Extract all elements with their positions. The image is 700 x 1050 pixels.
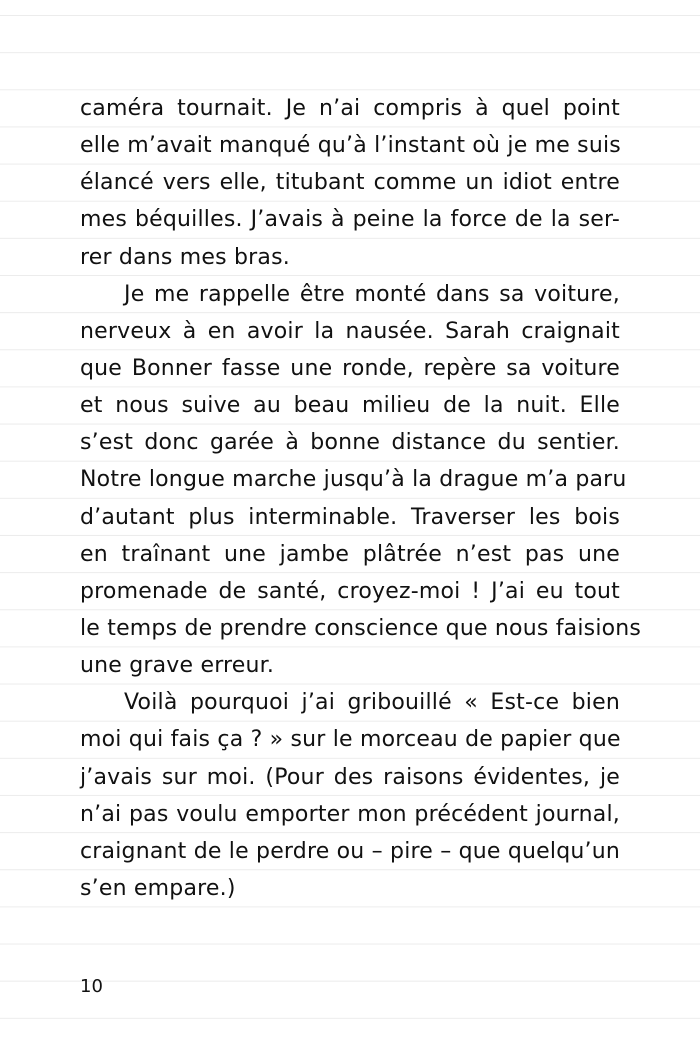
paragraph	[80, 684, 620, 907]
paragraph	[80, 276, 642, 685]
text-line: Je me rappelle être monté dans sa voiture,	[124, 281, 620, 307]
text-line: rer dans mes bras.	[80, 244, 290, 270]
text-line: caméra tournait. Je n’ai compris à quel point	[80, 96, 620, 121]
paragraph	[80, 90, 620, 276]
text-line: élancé vers elle, titubant comme un idiot entre	[80, 170, 620, 196]
text-line: s’en empare.)	[80, 875, 236, 901]
text-line: une grave erreur.	[80, 653, 275, 679]
text-line: nerveux à en avoir la nausée. Sarah craignait	[80, 318, 620, 344]
text-line: moi qui fais ça ? » sur le morceau de papier que	[80, 727, 621, 753]
text-line: s’est donc garée à bonne distance du sentier.	[80, 430, 620, 456]
journal-text	[80, 90, 642, 907]
text-line: Voilà pourquoi j’ai gribouillé « Est-ce bien	[124, 690, 620, 716]
text-line: le temps de prendre conscience que nous faisions	[80, 615, 642, 641]
text-line: j’avais sur moi. (Pour des raisons évidentes, je	[80, 764, 620, 790]
text-line: mes béquilles. J’avais à peine la force de la ser-	[80, 207, 620, 233]
text-line: craignant de le perdre ou – pire – que quelqu’un	[80, 838, 620, 864]
text-line: que Bonner fasse une ronde, repère sa voiture	[80, 355, 620, 381]
text-line: n’ai pas voulu emporter mon précédent journal,	[80, 801, 620, 827]
text-line: Notre longue marche jusqu’à la drague m’a paru	[80, 467, 627, 493]
page-number: 10	[80, 976, 103, 997]
text-line: d’autant plus interminable. Traverser les bois	[80, 504, 620, 530]
text-line: elle m’avait manqué qu’à l’instant où je me suis	[80, 133, 621, 159]
text-line: et nous suive au beau milieu de la nuit. Elle	[80, 393, 620, 419]
text-line: en traînant une jambe plâtrée n’est pas une	[80, 541, 620, 567]
text-line: promenade de santé, croyez-moi ! J’ai eu tout	[80, 578, 620, 604]
